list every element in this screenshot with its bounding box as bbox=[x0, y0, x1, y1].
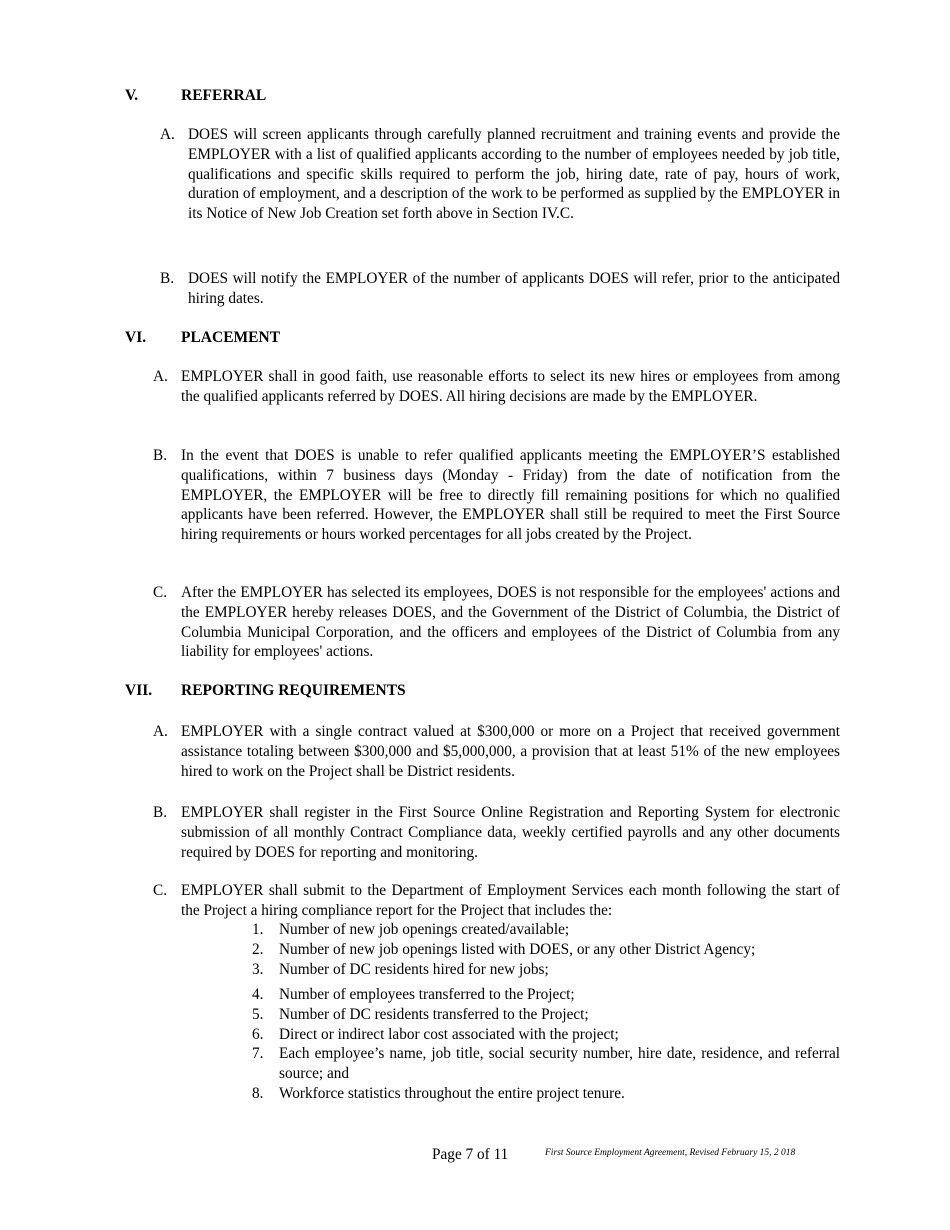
list-number: 8. bbox=[252, 1085, 264, 1102]
reporting-item-c bbox=[153, 881, 840, 921]
item-label: B. bbox=[160, 270, 175, 287]
item-label: A. bbox=[153, 723, 168, 740]
item-text: In the event that DOES is unable to refer qualified applicants meeting the EMPLOYER’S established qualifications, within 7 business days (Monday - Friday) from the date of notification from the EMPLOYER, the EMPLOYER will be free to directly fill remaining positions for which no qualified applicants have been referred. However, the EMPLOYER shall still be required to meet the First Source hiring requirements or hours worked percentages for all jobs created by the Project. bbox=[181, 447, 840, 544]
list-number: 3. bbox=[252, 961, 264, 978]
section-heading-v bbox=[125, 86, 266, 106]
section-heading-vii bbox=[125, 681, 406, 701]
item-text: EMPLOYER shall in good faith, use reasonable efforts to select its new hires or employees from among the qualified applicants referred by DOES. All hiring decisions are made by the EMPLOYER. bbox=[181, 368, 840, 405]
revision-note: First Source Employment Agreement, Revised February 15, 2 018 bbox=[545, 1148, 796, 1158]
item-text: EMPLOYER shall register in the First Source Online Registration and Reporting System for electronic submission of all monthly Contract Compliance data, weekly certified payrolls and any other documents required by DOES for reporting and monitoring. bbox=[181, 804, 840, 861]
list-item bbox=[252, 960, 840, 980]
item-label: C. bbox=[153, 882, 168, 899]
item-text: After the EMPLOYER has selected its employees, DOES is not responsible for the employees' actions and the EMPLOYER hereby releases DOES, and the Government of the District of Columbia, the District of Columbia Municipal Corporation, and the officers and employees of the District of Columbia from any liability for employees' actions. bbox=[181, 584, 840, 661]
placement-item-a bbox=[153, 367, 840, 407]
list-item bbox=[252, 940, 840, 960]
list-number: 7. bbox=[252, 1045, 264, 1062]
item-text: DOES will screen applicants through carefully planned recruitment and training events and provide the EMPLOYER with a list of qualified applicants according to the number of employees needed by job title, qualifications and specific skills required to perform the job, hiring date, rate of pay, hours of work, duration of employment, and a description of the work to be performed as supplied by the EMPLOYER in its Notice of New Job Creation set forth above in Section IV.C. bbox=[188, 126, 840, 223]
list-item bbox=[252, 1025, 840, 1045]
list-text: Each employee’s name, job title, social security number, hire date, residence, and referral source; and bbox=[279, 1045, 840, 1082]
item-text: EMPLOYER with a single contract valued at $300,000 or more on a Project that received government assistance totaling between $300,000 and $5,000,000, a provision that at least 51% of the new employees hired to work on the Project shall be District residents. bbox=[181, 723, 840, 780]
referral-item-b bbox=[160, 269, 840, 309]
list-text: Workforce statistics throughout the entire project tenure. bbox=[279, 1085, 625, 1102]
placement-item-b bbox=[153, 446, 840, 545]
placement-item-c bbox=[153, 583, 840, 662]
list-item bbox=[252, 1044, 840, 1084]
item-label: A. bbox=[160, 126, 175, 143]
item-label: B. bbox=[153, 804, 168, 821]
list-item bbox=[252, 1005, 840, 1025]
item-label: B. bbox=[153, 447, 168, 464]
list-item bbox=[252, 985, 840, 1005]
list-item bbox=[252, 920, 840, 940]
list-text: Number of employees transferred to the Project; bbox=[279, 986, 575, 1003]
section-number: VII. bbox=[125, 682, 153, 699]
reporting-item-a bbox=[153, 722, 840, 781]
referral-item-a bbox=[160, 125, 840, 224]
section-number: V. bbox=[125, 87, 139, 104]
page-number: Page 7 of 11 bbox=[432, 1146, 509, 1163]
section-title: PLACEMENT bbox=[181, 329, 281, 346]
list-number: 4. bbox=[252, 986, 264, 1003]
list-text: Number of new job openings created/available; bbox=[279, 921, 570, 938]
list-number: 5. bbox=[252, 1006, 264, 1023]
list-text: Number of DC residents transferred to the Project; bbox=[279, 1006, 589, 1023]
section-title: REFERRAL bbox=[181, 87, 267, 104]
list-item bbox=[252, 1084, 840, 1104]
item-text: DOES will notify the EMPLOYER of the number of applicants DOES will refer, prior to the anticipated hiring dates. bbox=[188, 270, 840, 307]
list-text: Direct or indirect labor cost associated with the project; bbox=[279, 1026, 619, 1043]
item-label: A. bbox=[153, 368, 168, 385]
section-heading-vi bbox=[125, 328, 280, 348]
item-text: EMPLOYER shall submit to the Department of Employment Services each month following the start of the Project a hiring compliance report for the Project that includes the: bbox=[181, 882, 840, 919]
list-number: 6. bbox=[252, 1026, 264, 1043]
section-title: REPORTING REQUIREMENTS bbox=[181, 682, 406, 699]
section-number: VI. bbox=[125, 329, 147, 346]
list-text: Number of new job openings listed with DOES, or any other District Agency; bbox=[279, 941, 756, 958]
list-text: Number of DC residents hired for new jobs; bbox=[279, 961, 549, 978]
list-number: 2. bbox=[252, 941, 264, 958]
item-label: C. bbox=[153, 584, 168, 601]
list-number: 1. bbox=[252, 921, 264, 938]
reporting-item-b bbox=[153, 803, 840, 862]
